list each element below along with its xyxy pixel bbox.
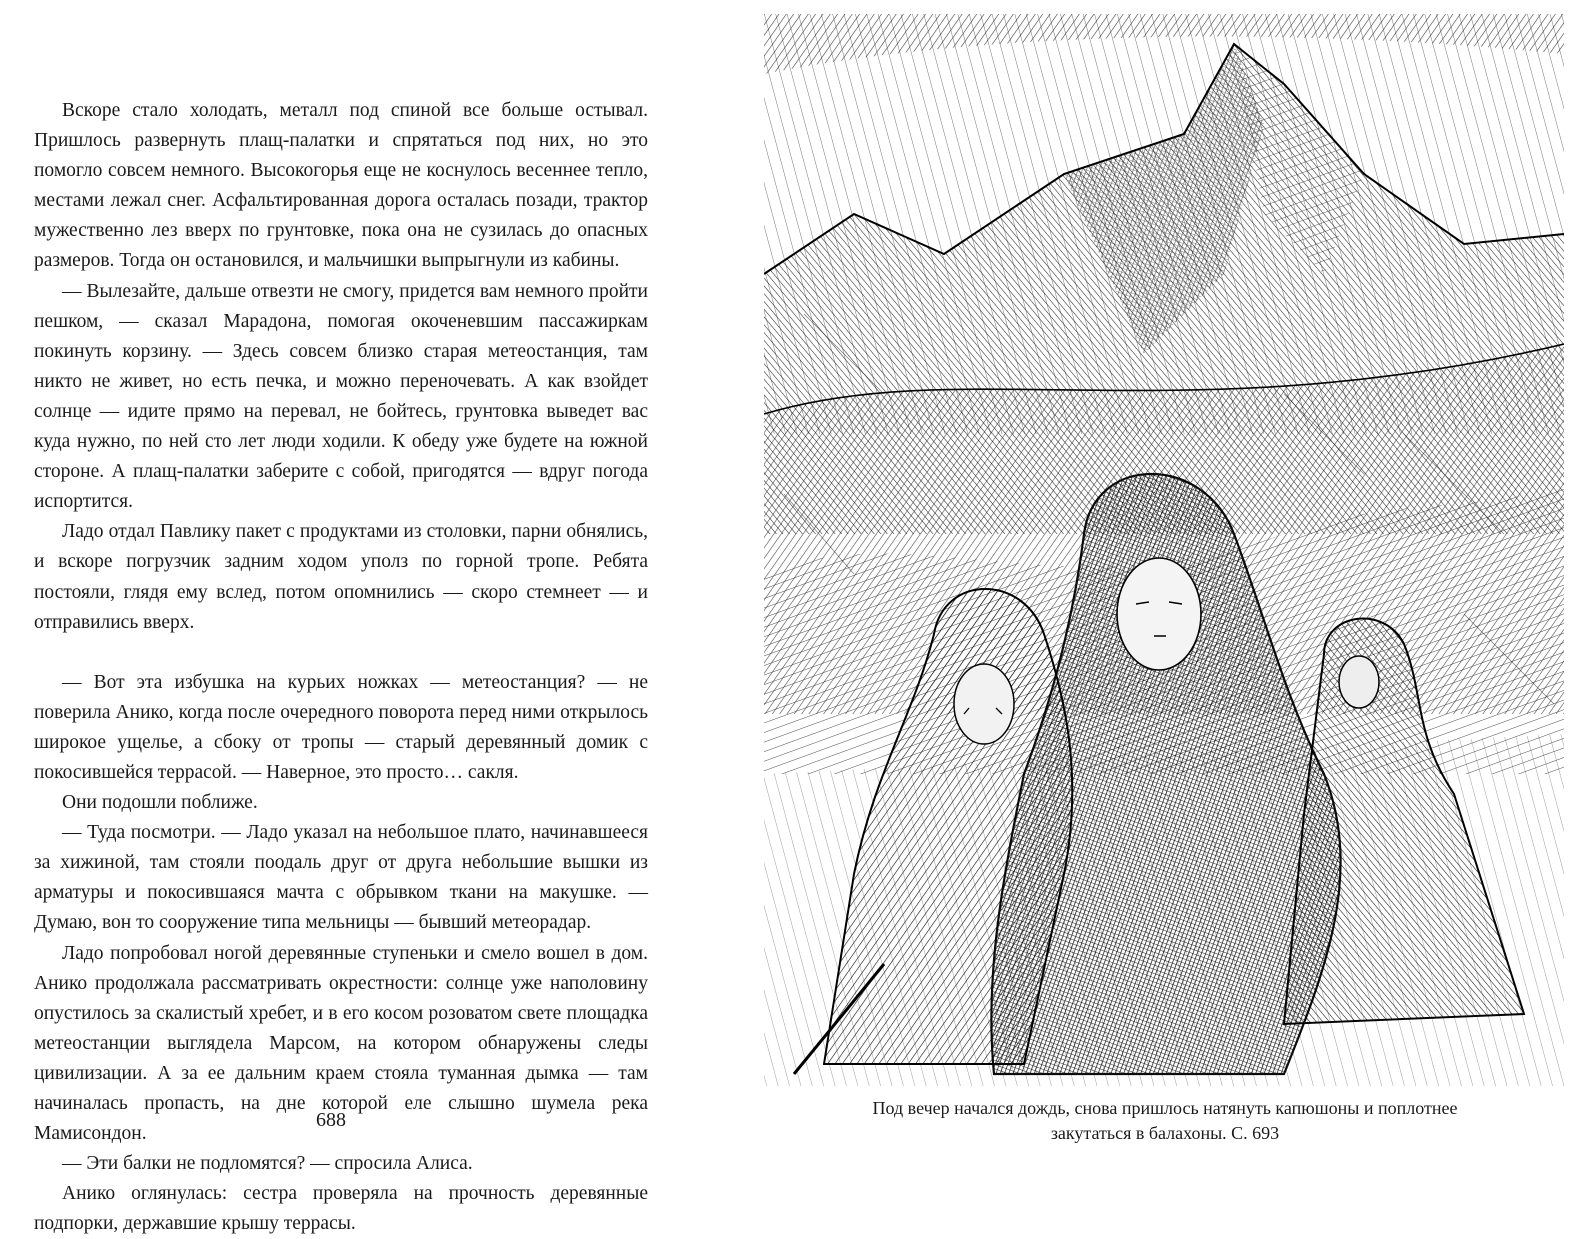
left-page bbox=[0, 0, 760, 1235]
page-number: 688 bbox=[316, 1109, 346, 1131]
paragraph: Ладо попробовал ногой деревянные ступеньки и смело вошел в дом. Анико продолжала рассматривать окрестности: солнце уже наполовину опустилось за скалистый хребет, и в его косом розоватом свете площадка метеостанции выглядела Марсом, на котором обнаружены следы цивилизации. А за ее дальним краем стояла туманная дымка — там начиналась пропасть, на дне которой еле слышно шумела река Мамисондон. bbox=[34, 942, 648, 1145]
caption-line: Под вечер начался дождь, снова пришлось натянуть капюшоны и поплотнее bbox=[872, 1098, 1458, 1118]
text-block bbox=[34, 96, 648, 1239]
paragraph: Вскоре стало холодать, металл под спиной все больше остывал. Пришлось развернуть плащ-палатки и спрятаться под них, но это помогло совсем немного. Высокогорья еще не коснулось весеннее тепло, местами лежал снег. Асфальтированная дорога осталась позади, трактор мужественно лез вверх по грунтовке, пока она не сузилась до опасных размеров. Тогда он остановился, и мальчишки выпрыгнули из кабины. bbox=[34, 100, 648, 272]
paragraph: Они подошли поближе. bbox=[62, 792, 258, 814]
caption-line: закутаться в балахоны. С. 693 bbox=[1050, 1123, 1280, 1143]
section-break bbox=[34, 638, 648, 668]
illustration-hooded-figures-mountains bbox=[764, 14, 1564, 1086]
paragraph: — Вот эта избушка на курьих ножках — метеостанция? — не поверила Анико, когда после очередного поворота перед ними открылось широкое ущелье, а сбоку от тропы — старый деревянный домик с покосившейся террасой. — Наверное, это просто… сакля. bbox=[34, 671, 648, 783]
right-page bbox=[760, 0, 1572, 1156]
paragraph: Ладо отдал Павлику пакет с продуктами из столовки, парни обнялись, и вскоре погрузчик задним ходом уполз по горной тропе. Ребята постояли, глядя ему вслед, потом опомнились — скоро стемнеет — и отправились вверх. bbox=[34, 521, 648, 633]
illustration-caption bbox=[800, 1096, 1530, 1146]
paragraph: — Туда посмотри. — Ладо указал на небольшое плато, начинавшееся за хижиной, там стояли поодаль друг от друга небольшие вышки из арматуры и покосившаяся мачта с обрывком ткани на макушке. — Думаю, вон то сооружение типа мельницы — бывший метеорадар. bbox=[34, 822, 648, 934]
paragraph: — Эти балки не подломятся? — спросила Алиса. bbox=[62, 1153, 473, 1175]
paragraph: Анико оглянулась: сестра проверяла на прочность деревянные подпорки, державшие крышу террасы. bbox=[34, 1183, 648, 1235]
paragraph: — Вылезайте, дальше отвезти не смогу, придется вам немного пройти пешком, — сказал Марадона, помогая окоченевшим пассажиркам покинуть корзину. — Здесь совсем близко старая метеостанция, там никто не живет, но есть печка, и можно переночевать. А как взойдет солнце — идите прямо на перевал, не бойтесь, грунтовка выведет вас куда нужно, по ней сто лет люди ходили. К обеду уже будете на южной стороне. А плащ-палатки заберите с собой, пригодятся — вдруг погода испортится. bbox=[34, 280, 648, 513]
